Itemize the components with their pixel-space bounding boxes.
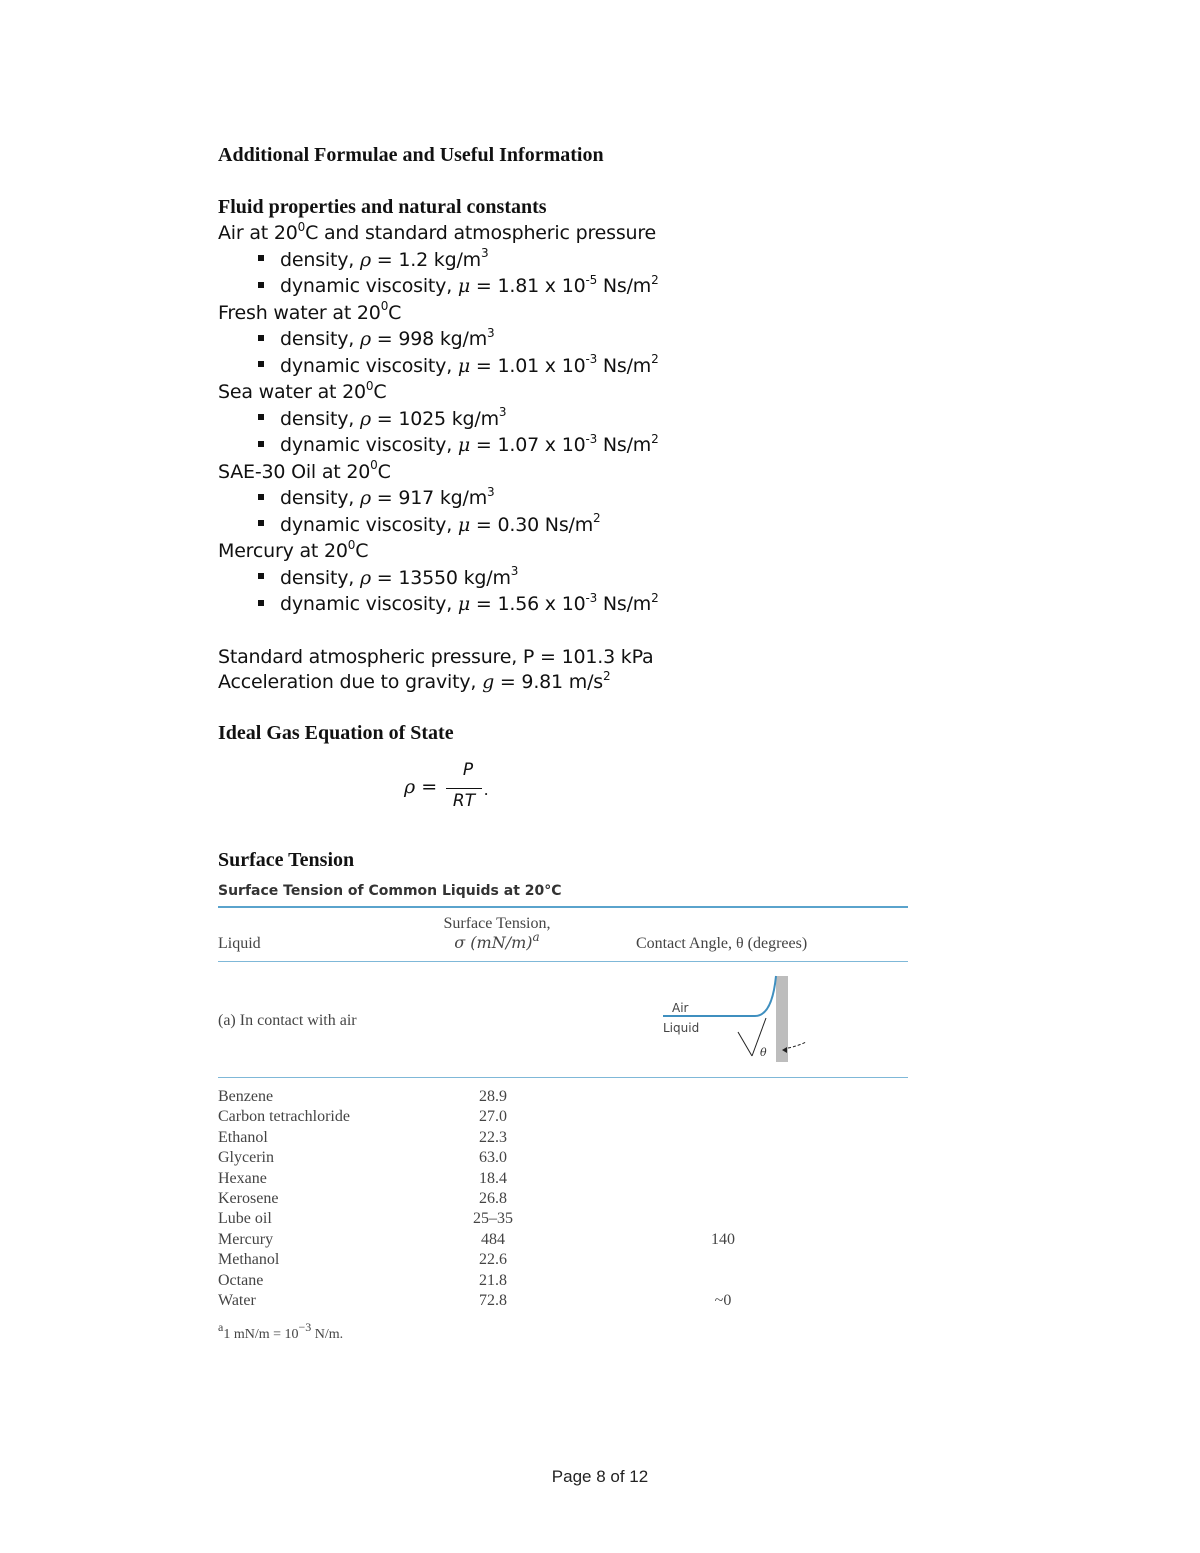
gravity-symbol: g xyxy=(482,671,495,693)
bullet-icon xyxy=(258,335,264,341)
density-symbol: ρ xyxy=(359,407,371,430)
bullet-icon xyxy=(258,282,264,288)
viscosity-unit-exponent: 2 xyxy=(651,352,659,367)
density-exponent: 3 xyxy=(480,246,489,261)
fluid-name-text: SAE-30 Oil at 20 xyxy=(218,460,371,483)
bullet-icon xyxy=(258,361,264,367)
cell-liquid: Octane xyxy=(218,1271,264,1289)
fluid-name xyxy=(218,458,391,483)
equation-lhs: ρ = xyxy=(404,776,438,798)
cell-liquid: Glycerin xyxy=(218,1149,274,1167)
density-symbol: ρ xyxy=(359,328,371,350)
diagram-label-air: Air xyxy=(672,1001,689,1015)
table-row xyxy=(218,1210,908,1230)
fluid-name-suffix: C xyxy=(373,381,387,403)
viscosity-unit: Ns/m xyxy=(597,354,652,377)
column-header-tension-line2: σ (mN/m) xyxy=(454,933,533,952)
table-row xyxy=(218,1129,908,1149)
page-number: Page 8 of 12 xyxy=(551,1467,649,1486)
viscosity-value: = 1.56 x 10 xyxy=(470,593,586,615)
density-exponent: 3 xyxy=(498,405,507,420)
viscosity-value: = 1.01 x 10 xyxy=(470,354,586,377)
density-symbol: ρ xyxy=(359,248,371,271)
density-exponent: 3 xyxy=(510,564,519,579)
table-caption: Surface Tension of Common Liquids at 20°C xyxy=(218,883,562,899)
table-row xyxy=(218,1170,908,1190)
density-label: density, xyxy=(280,407,360,430)
cell-liquid: Water xyxy=(218,1292,256,1309)
bullet-icon xyxy=(258,494,264,500)
meniscus-illustration xyxy=(660,972,820,1067)
viscosity-item xyxy=(258,431,659,456)
column-header-tension-note: a xyxy=(532,929,540,944)
cell-contact-angle: 140 xyxy=(711,1230,735,1248)
cell-surface-tension: 25–35 xyxy=(473,1210,513,1228)
table-footnote xyxy=(218,1320,344,1343)
viscosity-unit: Ns/m xyxy=(597,434,652,456)
gravity-label: Acceleration due to gravity, xyxy=(218,671,483,693)
viscosity-unit-exponent: 2 xyxy=(651,590,659,605)
viscosity-symbol: μ xyxy=(457,434,471,456)
equation-period: . xyxy=(484,780,489,799)
density-item xyxy=(258,484,495,509)
density-value: = 13550 kg/m xyxy=(370,566,511,589)
viscosity-symbol: μ xyxy=(457,513,471,536)
section-heading-surface-tension: Surface Tension xyxy=(218,849,355,871)
fluid-name-text: Fresh water at 20 xyxy=(218,301,381,324)
cell-liquid: Ethanol xyxy=(218,1128,268,1146)
footnote-text: 1 mN/m = 10 xyxy=(223,1327,299,1342)
table-row xyxy=(218,1231,908,1251)
cell-liquid: Benzene xyxy=(218,1088,274,1105)
bullet-icon xyxy=(258,573,264,579)
fluid-name-suffix: C xyxy=(377,460,391,483)
table-row xyxy=(218,1251,908,1271)
density-label: density, xyxy=(280,248,360,271)
viscosity-item xyxy=(258,590,659,615)
table-row xyxy=(218,1272,908,1292)
gravity-line xyxy=(218,668,611,693)
viscosity-symbol: μ xyxy=(457,275,471,297)
cell-liquid: Kerosene xyxy=(218,1190,279,1207)
density-label: density, xyxy=(280,566,360,589)
cell-surface-tension: 22.6 xyxy=(479,1251,507,1269)
column-header-contact-angle: Contact Angle, θ (degrees) xyxy=(636,935,808,952)
gravity-value: = 9.81 m/s xyxy=(494,671,603,693)
cell-liquid: Mercury xyxy=(218,1230,274,1248)
viscosity-label: dynamic viscosity, xyxy=(280,434,458,456)
cell-surface-tension: 72.8 xyxy=(479,1292,507,1309)
equation-numerator: P xyxy=(462,760,474,780)
cell-liquid: Carbon tetrachloride xyxy=(218,1108,350,1126)
density-exponent: 3 xyxy=(487,484,495,499)
fluid-name-text: Air at 20 xyxy=(218,222,298,244)
column-header-tension xyxy=(442,915,552,953)
fluid-name-suffix: C xyxy=(388,301,402,324)
cell-surface-tension: 63.0 xyxy=(479,1149,507,1167)
table-row xyxy=(218,1088,908,1108)
cell-liquid: Lube oil xyxy=(218,1210,272,1228)
fluid-name-suffix: C xyxy=(355,540,369,562)
fluid-name xyxy=(218,299,402,324)
density-value: = 1.2 kg/m xyxy=(370,248,481,271)
density-symbol: ρ xyxy=(359,487,371,509)
degree-mark: 0 xyxy=(380,299,389,314)
bullet-icon xyxy=(258,441,264,447)
section-heading-fluid-properties: Fluid properties and natural constants xyxy=(218,196,547,218)
table-row xyxy=(218,1149,908,1169)
degree-mark: 0 xyxy=(297,219,306,234)
cell-surface-tension: 21.8 xyxy=(479,1271,507,1289)
cell-surface-tension: 27.0 xyxy=(479,1108,507,1126)
fluid-name xyxy=(218,219,657,244)
table-row xyxy=(218,1108,908,1128)
equation-denominator: RT xyxy=(452,791,476,811)
density-value: = 998 kg/m xyxy=(370,328,488,350)
cell-surface-tension: 28.9 xyxy=(479,1088,507,1105)
viscosity-value: = 1.81 x 10 xyxy=(470,275,586,297)
density-item xyxy=(258,246,489,271)
bullet-icon xyxy=(258,255,264,261)
density-item xyxy=(258,325,495,350)
diagram-label-liquid: Liquid xyxy=(663,1021,700,1035)
cell-liquid: Methanol xyxy=(218,1251,280,1269)
density-symbol: ρ xyxy=(359,566,371,589)
viscosity-label: dynamic viscosity, xyxy=(280,593,458,615)
bullet-icon xyxy=(258,600,264,606)
table-header-rule xyxy=(218,961,908,962)
fluid-name-suffix: C and standard atmospheric pressure xyxy=(305,222,657,244)
fluid-name xyxy=(218,378,387,403)
viscosity-symbol: μ xyxy=(457,354,471,377)
viscosity-unit: Ns/m xyxy=(597,275,652,297)
table-body-rule xyxy=(218,1077,908,1078)
contact-angle-diagram xyxy=(660,972,820,1067)
fluid-name-text: Sea water at 20 xyxy=(218,381,366,403)
table-top-rule xyxy=(218,906,908,908)
fluid-name-text: Mercury at 20 xyxy=(218,540,348,562)
viscosity-value: = 1.07 x 10 xyxy=(470,434,586,456)
bullet-icon xyxy=(258,414,264,420)
ideal-gas-equation xyxy=(404,760,494,820)
viscosity-unit-exponent: 2 xyxy=(593,511,601,526)
density-value: = 917 kg/m xyxy=(370,487,488,509)
table-row xyxy=(218,1190,908,1210)
page-title: Additional Formulae and Useful Information xyxy=(218,144,604,166)
viscosity-label: dynamic viscosity, xyxy=(280,275,458,297)
footnote-exponent: −3 xyxy=(298,1320,312,1335)
cell-contact-angle: ~0 xyxy=(714,1292,732,1309)
column-header-liquid: Liquid xyxy=(218,935,261,952)
viscosity-label: dynamic viscosity, xyxy=(280,513,458,536)
fluid-name xyxy=(218,537,369,562)
footnote-marker: a xyxy=(218,1320,224,1335)
cell-liquid: Hexane xyxy=(218,1169,267,1187)
degree-mark: 0 xyxy=(365,378,374,393)
viscosity-symbol: μ xyxy=(457,593,471,615)
density-item xyxy=(258,564,519,589)
viscosity-unit-exponent: 2 xyxy=(651,272,659,287)
viscosity-value: = 0.30 Ns/m xyxy=(470,513,594,536)
density-exponent: 3 xyxy=(487,325,495,340)
viscosity-label: dynamic viscosity, xyxy=(280,354,458,377)
viscosity-power: -3 xyxy=(585,431,598,446)
viscosity-unit-exponent: 2 xyxy=(651,431,659,446)
group-label-air: (a) In contact with air xyxy=(218,1012,357,1029)
density-value: = 1025 kg/m xyxy=(370,407,499,430)
cell-surface-tension: 18.4 xyxy=(479,1169,507,1187)
bullet-icon xyxy=(258,520,264,526)
cell-surface-tension: 484 xyxy=(481,1230,505,1248)
density-label: density, xyxy=(280,487,360,509)
viscosity-item xyxy=(258,272,659,297)
cell-surface-tension: 22.3 xyxy=(479,1128,507,1146)
viscosity-unit: Ns/m xyxy=(597,593,652,615)
viscosity-item xyxy=(258,511,601,536)
gravity-exponent: 2 xyxy=(602,668,611,683)
cell-surface-tension: 26.8 xyxy=(479,1190,507,1207)
column-header-tension-line1: Surface Tension, xyxy=(443,915,551,932)
density-item xyxy=(258,405,507,430)
density-label: density, xyxy=(280,328,360,350)
footnote-unit: N/m. xyxy=(311,1327,344,1342)
viscosity-item xyxy=(258,352,659,377)
standard-pressure: Standard atmospheric pressure, P = 101.3 kPa xyxy=(218,646,654,668)
viscosity-power: -3 xyxy=(585,590,598,605)
table-row xyxy=(218,1292,908,1312)
viscosity-power: -3 xyxy=(585,352,598,367)
degree-mark: 0 xyxy=(370,458,378,473)
degree-mark: 0 xyxy=(347,537,356,552)
diagram-label-theta: θ xyxy=(760,1046,767,1059)
section-heading-ideal-gas: Ideal Gas Equation of State xyxy=(218,722,454,744)
viscosity-power: -5 xyxy=(585,272,598,287)
fraction-bar xyxy=(446,788,482,789)
